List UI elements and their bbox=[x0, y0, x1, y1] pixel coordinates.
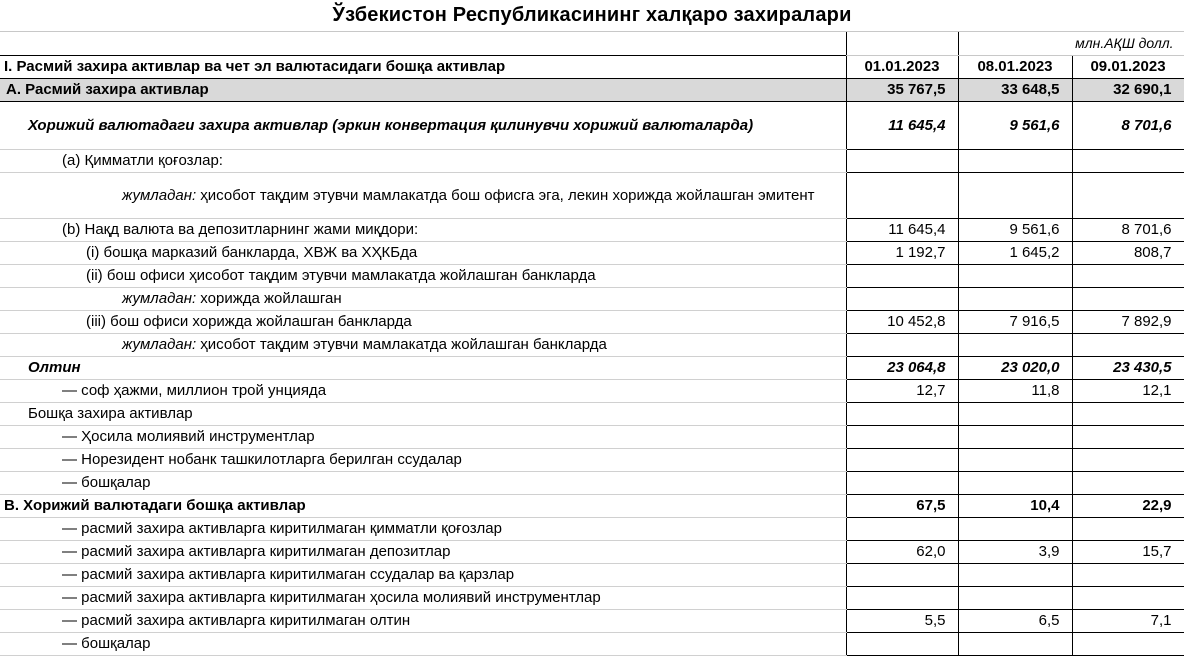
row-value: 808,7 bbox=[1072, 242, 1184, 265]
row-value bbox=[958, 518, 1072, 541]
row-value: 12,7 bbox=[846, 380, 958, 403]
row-prefix: жумладан: bbox=[122, 186, 197, 204]
row-value: 10 452,8 bbox=[846, 311, 958, 334]
row-value: 11 645,4 bbox=[846, 102, 958, 150]
row-label: — соф ҳажми, миллион трой унцияда bbox=[0, 380, 846, 403]
row-value bbox=[958, 403, 1072, 426]
row-value: 9 561,6 bbox=[958, 219, 1072, 242]
row-label: — бошқалар bbox=[0, 472, 846, 495]
row-value: 8 701,6 bbox=[1072, 219, 1184, 242]
row-value: 1 192,7 bbox=[846, 242, 958, 265]
row-value bbox=[846, 288, 958, 311]
row-prefix: жумладан: bbox=[122, 336, 197, 353]
row-label: (а) Қимматли қоғозлар: bbox=[0, 150, 846, 173]
row-value: 33 648,5 bbox=[958, 79, 1072, 102]
row-value bbox=[958, 173, 1072, 219]
row-value bbox=[958, 472, 1072, 495]
row-value bbox=[846, 518, 958, 541]
row-value: 7 892,9 bbox=[1072, 311, 1184, 334]
table-row bbox=[0, 426, 1184, 449]
row-label: — расмий захира активларга киритилмаган қимматли қоғозлар bbox=[0, 518, 846, 541]
table-row bbox=[0, 150, 1184, 173]
row-value bbox=[1072, 173, 1184, 219]
table-row bbox=[0, 633, 1184, 656]
row-label: В. Хорижий валютадаги бошқа активлар bbox=[0, 495, 846, 518]
row-value bbox=[846, 265, 958, 288]
row-value bbox=[1072, 403, 1184, 426]
header-label: I. Расмий захира активлар ва чет эл валютасидаги бошқа активлар bbox=[0, 56, 846, 79]
row-value bbox=[1072, 288, 1184, 311]
row-value bbox=[958, 334, 1072, 357]
row-value: 67,5 bbox=[846, 495, 958, 518]
row-label: — расмий захира активларга киритилмаган ссудалар ва қарзлар bbox=[0, 564, 846, 587]
row-label bbox=[0, 334, 846, 357]
row-label: (b) Нақд валюта ва депозитларнинг жами миқдори: bbox=[0, 219, 846, 242]
row-value: 6,5 bbox=[958, 610, 1072, 633]
row-value bbox=[846, 564, 958, 587]
row-value bbox=[846, 587, 958, 610]
table-row bbox=[0, 564, 1184, 587]
date-column-header: 08.01.2023 bbox=[958, 56, 1072, 79]
row-value bbox=[846, 150, 958, 173]
row-value: 1 645,2 bbox=[958, 242, 1072, 265]
row-label: — Норезидент нобанк ташкилотларга берилган ссудалар bbox=[0, 449, 846, 472]
table-row bbox=[0, 79, 1184, 102]
table-row bbox=[0, 311, 1184, 334]
row-label: — расмий захира активларга киритилмаган ҳосила молиявий инструментлар bbox=[0, 587, 846, 610]
row-value: 35 767,5 bbox=[846, 79, 958, 102]
row-value: 7 916,5 bbox=[958, 311, 1072, 334]
row-value bbox=[1072, 564, 1184, 587]
row-label: Бошқа захира активлар bbox=[0, 403, 846, 426]
row-value: 11 645,4 bbox=[846, 219, 958, 242]
table-row bbox=[0, 403, 1184, 426]
unit-label: млн.АҚШ долл. bbox=[958, 32, 1184, 56]
row-value bbox=[958, 633, 1072, 656]
row-value bbox=[1072, 426, 1184, 449]
header-row bbox=[0, 56, 1184, 79]
table-row bbox=[0, 449, 1184, 472]
reserves-table bbox=[0, 32, 1184, 656]
row-value bbox=[958, 449, 1072, 472]
row-label: — Ҳосила молиявий инструментлар bbox=[0, 426, 846, 449]
row-label-text: ҳисобот тақдим этувчи мамлакатда жойлашган банкларда bbox=[196, 336, 607, 353]
table-row bbox=[0, 380, 1184, 403]
table-row bbox=[0, 587, 1184, 610]
row-value bbox=[958, 265, 1072, 288]
table-row bbox=[0, 541, 1184, 564]
row-value: 22,9 bbox=[1072, 495, 1184, 518]
row-value bbox=[958, 426, 1072, 449]
row-value bbox=[846, 426, 958, 449]
unit-row bbox=[0, 32, 1184, 56]
row-value: 8 701,6 bbox=[1072, 102, 1184, 150]
row-value bbox=[1072, 150, 1184, 173]
row-value bbox=[958, 150, 1072, 173]
row-value: 62,0 bbox=[846, 541, 958, 564]
row-value bbox=[846, 449, 958, 472]
table-row bbox=[0, 472, 1184, 495]
row-value bbox=[1072, 334, 1184, 357]
row-value bbox=[846, 334, 958, 357]
table-row bbox=[0, 288, 1184, 311]
row-value: 3,9 bbox=[958, 541, 1072, 564]
page-title: Ўзбекистон Республикасининг халқаро захиралари bbox=[0, 0, 1184, 32]
row-value bbox=[958, 564, 1072, 587]
row-label: — бошқалар bbox=[0, 633, 846, 656]
table-row bbox=[0, 242, 1184, 265]
table-row bbox=[0, 334, 1184, 357]
table-row bbox=[0, 610, 1184, 633]
row-value bbox=[1072, 265, 1184, 288]
row-value: 23 064,8 bbox=[846, 357, 958, 380]
row-value bbox=[846, 472, 958, 495]
row-value bbox=[846, 173, 958, 219]
row-value bbox=[846, 403, 958, 426]
table-row bbox=[0, 357, 1184, 380]
table-row bbox=[0, 518, 1184, 541]
table-row bbox=[0, 265, 1184, 288]
row-value: 9 561,6 bbox=[958, 102, 1072, 150]
row-value bbox=[958, 587, 1072, 610]
row-prefix: жумладан: bbox=[122, 290, 197, 307]
row-value: 15,7 bbox=[1072, 541, 1184, 564]
row-value: 12,1 bbox=[1072, 380, 1184, 403]
date-column-header: 01.01.2023 bbox=[846, 56, 958, 79]
row-value: 23 020,0 bbox=[958, 357, 1072, 380]
row-value: 5,5 bbox=[846, 610, 958, 633]
row-label: А. Расмий захира активлар bbox=[0, 79, 846, 102]
row-label bbox=[0, 288, 846, 311]
table-row bbox=[0, 173, 1184, 219]
table-row bbox=[0, 495, 1184, 518]
row-label: Хорижий валютадаги захира активлар (эркин конвертация қилинувчи хорижий валюталарда) bbox=[0, 102, 846, 150]
row-label: (i) бошқа марказий банкларда, ХВЖ ва ХҲКБда bbox=[0, 242, 846, 265]
row-label: — расмий захира активларга киритилмаган депозитлар bbox=[0, 541, 846, 564]
table-row bbox=[0, 102, 1184, 150]
row-value: 32 690,1 bbox=[1072, 79, 1184, 102]
row-value bbox=[1072, 587, 1184, 610]
row-value bbox=[958, 288, 1072, 311]
row-value: 7,1 bbox=[1072, 610, 1184, 633]
row-label-text: хорижда жойлашган bbox=[196, 290, 342, 307]
table-row bbox=[0, 219, 1184, 242]
row-label bbox=[0, 173, 846, 219]
date-column-header: 09.01.2023 bbox=[1072, 56, 1184, 79]
row-value: 11,8 bbox=[958, 380, 1072, 403]
row-value bbox=[1072, 518, 1184, 541]
row-label: (ii) бош офиси ҳисобот тақдим этувчи мамлакатда жойлашган банкларда bbox=[0, 265, 846, 288]
row-label: Олтин bbox=[0, 357, 846, 380]
row-label-text: ҳисобот тақдим этувчи мамлакатда бош офисга эга, лекин хорижда жойлашган эмитент bbox=[196, 186, 815, 204]
row-value: 23 430,5 bbox=[1072, 357, 1184, 380]
row-value bbox=[1072, 449, 1184, 472]
row-value bbox=[1072, 472, 1184, 495]
row-value bbox=[846, 633, 958, 656]
row-value bbox=[1072, 633, 1184, 656]
row-label: — расмий захира активларга киритилмаган олтин bbox=[0, 610, 846, 633]
row-label: (iii) бош офиси хорижда жойлашган банкларда bbox=[0, 311, 846, 334]
row-value: 10,4 bbox=[958, 495, 1072, 518]
